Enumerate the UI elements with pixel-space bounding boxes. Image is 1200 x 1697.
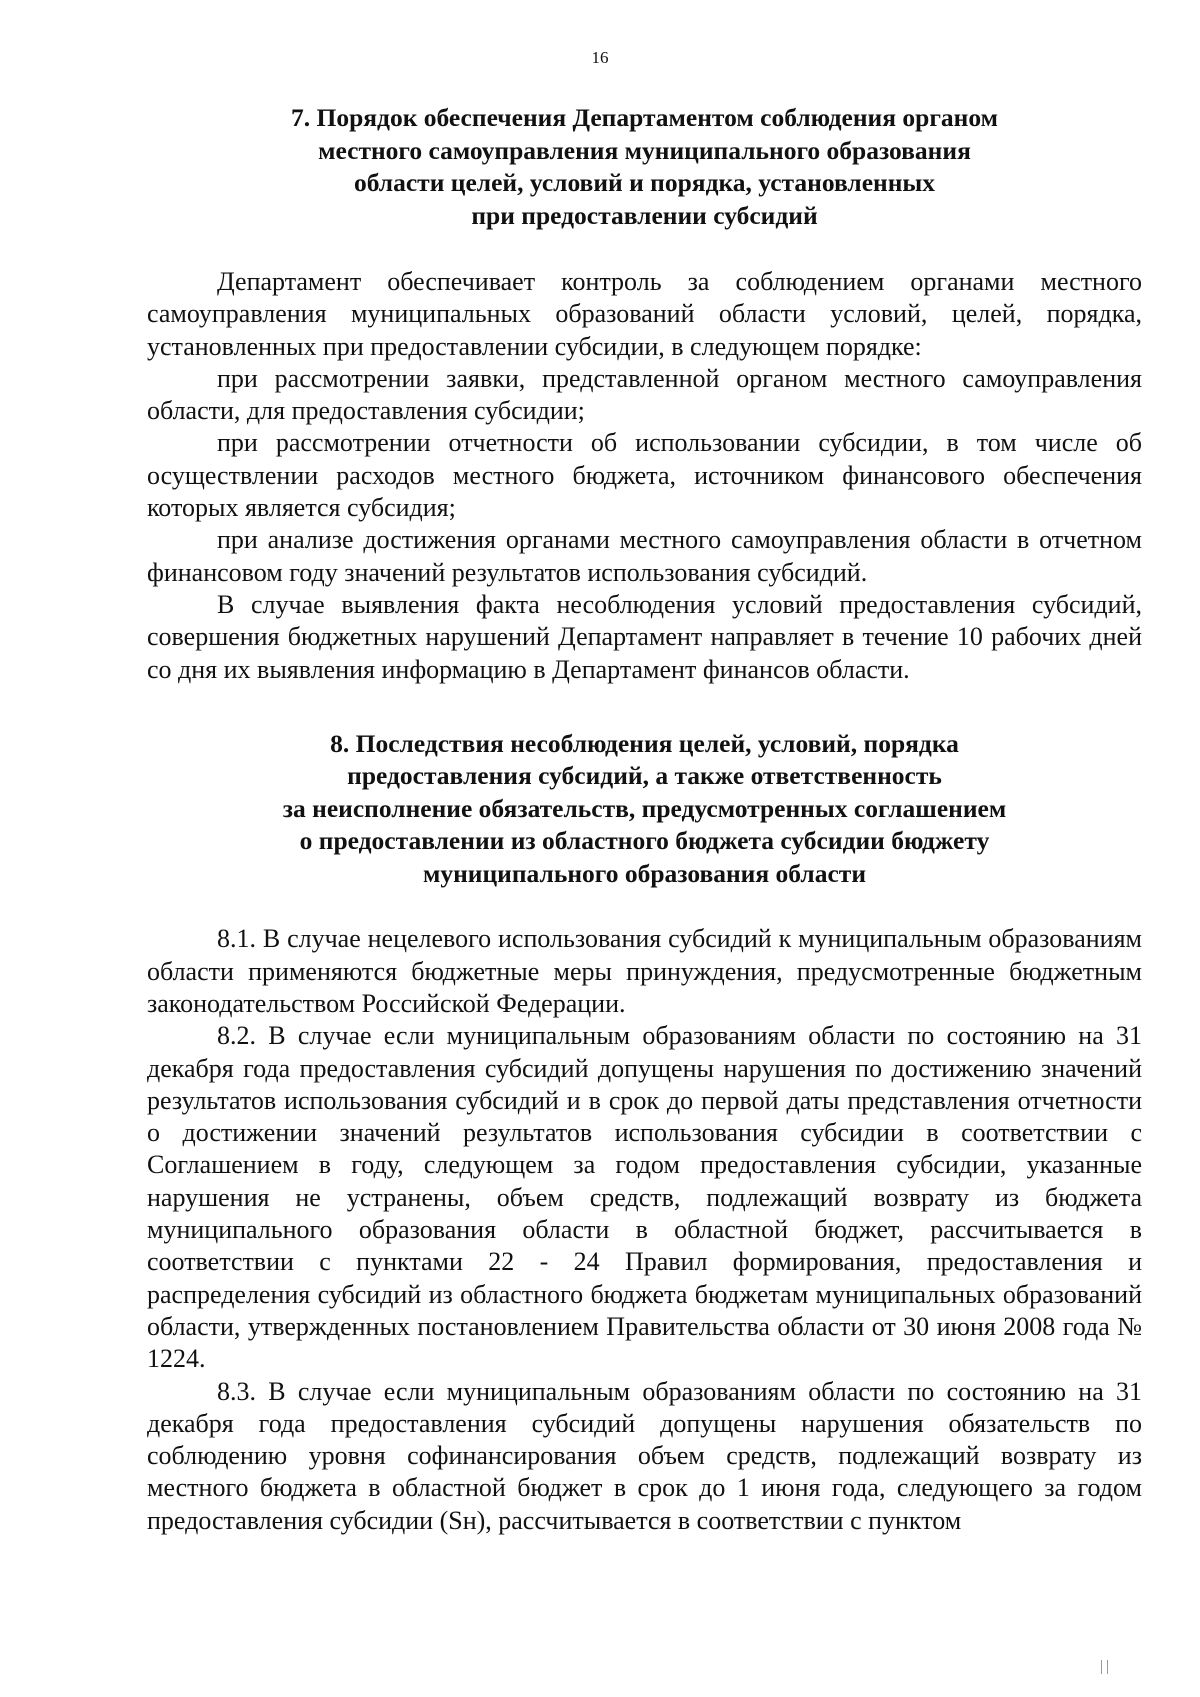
scan-artifact (1101, 1660, 1102, 1674)
section-7-body (147, 266, 1142, 686)
heading-line: предоставления субсидий, а также ответственность (347, 761, 942, 791)
paragraph: 8.1. В случае нецелевого использования субсидий к муниципальным образованиям области применяются бюджетные меры принуждения, предусмотренные бюджетным законодательством Российской Федерации. (147, 924, 1142, 1018)
paragraph: 8.3. В случае если муниципальным образованиям области по состоянию на 31 декабря года предоставления субсидий допущены нарушения обязательств по соблюдению уровня софинансирования объем средств, подлежащий возврату из местного бюджета в областной бюджет в срок до 1 июня года, следующего за годом предоставления субсидии (Sн), рассчитывается в соответствии с пунктом (147, 1376, 1142, 1535)
section-8-heading (147, 728, 1142, 891)
section-8-body (147, 923, 1142, 1537)
page-number: 16 (591, 48, 609, 67)
heading-line: муниципального образования области (422, 858, 867, 888)
heading-line: за неисполнение обязательств, предусмотренных соглашением (282, 793, 1007, 823)
paragraph: В случае выявления факта несоблюдения условий предоставления субсидий, совершения бюджетных нарушений Департамент направляет в течение 10 рабочих дней со дня их выявления информацию в Департамент финансов области. (147, 589, 1142, 684)
heading-line: 7. Порядок обеспечения Департаментом соблюдения органом (290, 103, 999, 132)
heading-line: области целей, условий и порядка, установленных (353, 168, 936, 197)
paragraph: Департамент обеспечивает контроль за соблюдением органами местного самоуправления муниципальных образований области условий, целей, порядка, установленных при предоставлении субсидии, в следующем порядке: (147, 267, 1142, 361)
scan-artifact (1107, 1660, 1108, 1674)
heading-line: при предоставлении субсидий (471, 200, 818, 230)
heading-line: 8. Последствия несоблюдения целей, условий, порядка (330, 728, 959, 758)
heading-line: о предоставлении из областного бюджета субсидии бюджету (299, 826, 990, 856)
document-body (147, 102, 1142, 1537)
section-7-heading (147, 102, 1142, 232)
paragraph: 8.2. В случае если муниципальным образованиям области по состоянию на 31 декабря года предоставления субсидий допущены нарушения по достижению значений результатов использования субсидий и в срок до первой даты представления отчетности о достижении значений результатов использования субсидии в соответствии с Соглашением в году, следующем за годом предоставления субсидии, указанные нарушения не устранены, объем средств, подлежащий возврату из бюджета муниципального образования области в областной бюджет, рассчитывается в соответствии с пунктами 22 - 24 Правил формирования, предоставления и распределения субсидий из областного бюджета бюджетам муниципальных образований области, утвержденных постановлением Правительства области от 30 июня 2008 года № 1224. (147, 1021, 1142, 1374)
paragraph: при рассмотрении отчетности об использовании субсидии, в том числе об осуществлении расходов местного бюджета, источником финансового обеспечения которых является субсидия; (147, 428, 1142, 523)
paragraph: при анализе достижения органами местного самоуправления области в отчетном финансовом году значений результатов использования субсидий. (147, 525, 1142, 587)
heading-line: местного самоуправления муниципального образования (318, 135, 971, 165)
paragraph: при рассмотрении заявки, представленной органом местного самоуправления области, для предоставления субсидии; (147, 363, 1142, 426)
